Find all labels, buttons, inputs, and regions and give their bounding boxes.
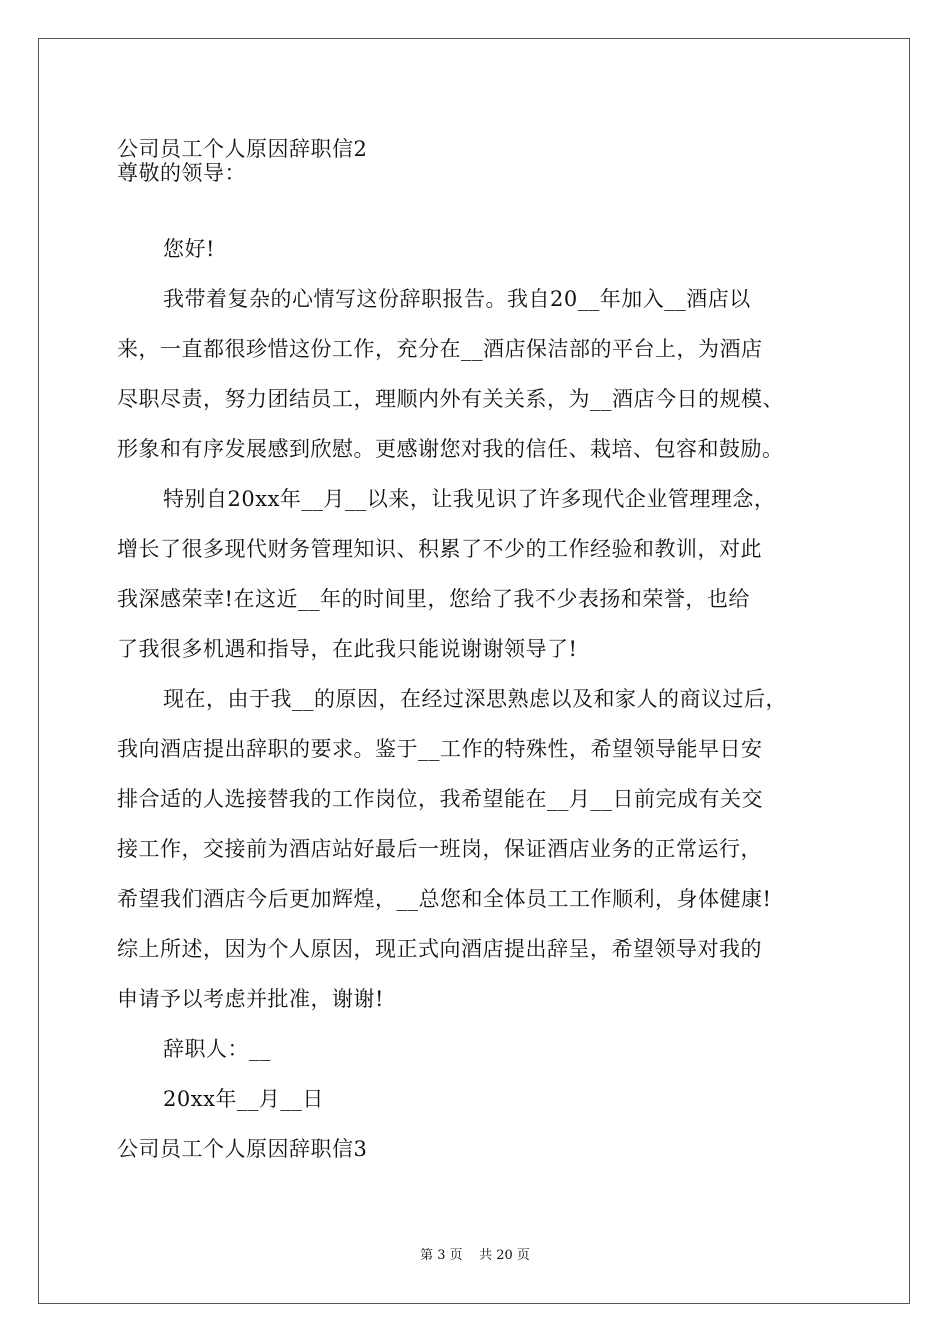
paragraph-3-line-4: 接工作，交接前为酒店站好最后一班岗，保证酒店业务的正常运行，: [117, 837, 762, 861]
paragraph-2-line-2: 增长了很多现代财务管理知识、积累了不少的工作经验和教训，对此: [117, 537, 762, 561]
letter-title-2: 公司员工个人原因辞职信2: [117, 137, 368, 161]
paragraph-1-line-4: 形象和有序发展感到欣慰。更感谢您对我的信任、栽培、包容和鼓励。: [117, 437, 784, 461]
salutation: 尊敬的领导：: [117, 161, 246, 185]
date-line: 20xx年__月__日: [163, 1087, 324, 1111]
paragraph-2-line-1: 特别自20xx年__月__以来，让我见识了许多现代企业管理理念，: [163, 487, 776, 511]
page-number-footer: 第 3 页 共 20 页: [420, 1248, 530, 1263]
paragraph-1-line-2: 来，一直都很珍惜这份工作，充分在__酒店保洁部的平台上，为酒店: [117, 337, 763, 361]
signature-line: 辞职人：__: [163, 1037, 271, 1061]
paragraph-3-line-7: 申请予以考虑并批准，谢谢!: [117, 987, 384, 1011]
paragraph-3-line-6: 综上所述，因为个人原因，现正式向酒店提出辞呈，希望领导对我的: [117, 937, 762, 961]
paragraph-2-line-3: 我深感荣幸!在这近__年的时间里，您给了我不少表扬和荣誉，也给: [117, 587, 750, 611]
letter-title-3: 公司员工个人原因辞职信3: [117, 1137, 368, 1161]
paragraph-1-line-1: 我带着复杂的心情写这份辞职报告。我自20__年加入__酒店以: [163, 287, 751, 311]
greeting: 您好!: [163, 237, 215, 261]
paragraph-3-line-3: 排合适的人选接替我的工作岗位，我希望能在__月__日前完成有关交: [117, 787, 763, 811]
paragraph-3-line-2: 我向酒店提出辞职的要求。鉴于__工作的特殊性，希望领导能早日安: [117, 737, 763, 761]
paragraph-3-line-1: 现在，由于我__的原因，在经过深思熟虑以及和家人的商议过后，: [163, 687, 787, 711]
page-frame: [38, 38, 910, 1304]
paragraph-3-line-5: 希望我们酒店今后更加辉煌，__总您和全体员工工作顺利，身体健康!: [117, 887, 772, 911]
paragraph-2-line-4: 了我很多机遇和指导，在此我只能说谢谢领导了!: [117, 637, 578, 661]
paragraph-1-line-3: 尽职尽责，努力团结员工，理顺内外有关关系，为__酒店今日的规模、: [117, 387, 784, 411]
